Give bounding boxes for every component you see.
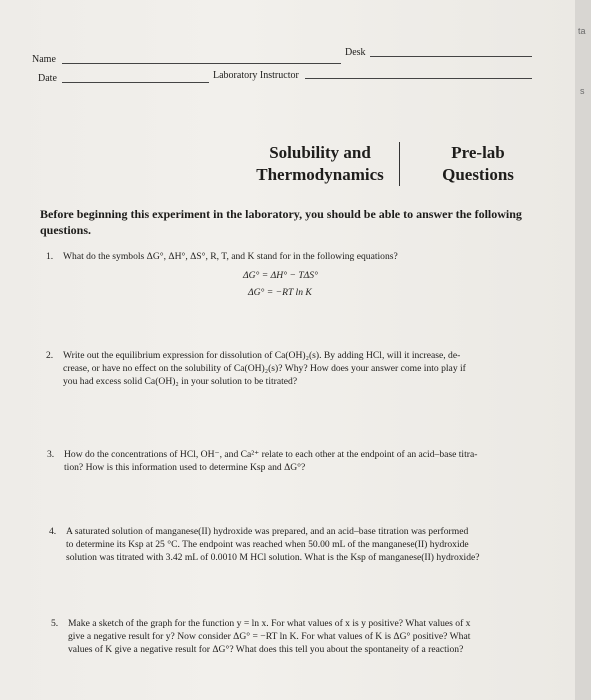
question-5 <box>51 617 558 656</box>
name-label: Name <box>32 54 56 65</box>
question-number: 3. <box>47 449 55 460</box>
section-title <box>420 142 536 186</box>
name-line <box>62 63 341 64</box>
title-line-1: Solubility and <box>269 143 371 162</box>
instructor-label: Laboratory Instructor <box>213 70 299 81</box>
equation-gibbs: ΔG° = ΔH° − TΔS° <box>243 270 318 281</box>
question-line: Make a sketch of the graph for the function y = ln x. For what values of x is y positive? What values of x <box>68 618 471 629</box>
question-line: How do the concentrations of HCl, OH⁻, and Ca²⁺ relate to each other at the endpoint of an acid–base titra- <box>64 449 478 460</box>
title-line-2: Thermodynamics <box>256 165 384 184</box>
section-title-line-1: Pre-lab <box>451 143 505 162</box>
desk-line <box>370 56 532 57</box>
adjacent-page-edge <box>575 0 591 700</box>
intro-text: Before beginning this experiment in the laboratory, you should be able to answer the following questions. <box>40 207 522 237</box>
section-title-line-2: Questions <box>442 165 514 184</box>
question-line: you had excess solid Ca(OH)₂ in your solution to be titrated? <box>63 376 298 387</box>
question-number: 2. <box>46 350 54 361</box>
desk-label: Desk <box>345 47 366 58</box>
question-line: values of K give a negative result for ΔG°? What does this tell you about the spontaneity of a reaction? <box>68 644 464 655</box>
experiment-title <box>242 142 398 186</box>
date-line <box>62 82 209 83</box>
edge-text-top: ta <box>578 26 586 36</box>
question-text: What do the symbols ΔG°, ΔH°, ΔS°, R, T, and K stand for in the following equations? <box>63 251 398 262</box>
equation-equilibrium: ΔG° = −RT ln K <box>248 287 312 298</box>
question-line: solution was titrated with 3.42 mL of 0.0010 M HCl solution. What is the Ksp of manganese(II) hydroxide? <box>66 552 480 563</box>
question-line: A saturated solution of manganese(II) hydroxide was prepared, and an acid–base titration was performed <box>66 526 469 537</box>
question-3 <box>47 448 554 474</box>
question-number: 4. <box>49 526 57 537</box>
question-line: Write out the equilibrium expression for dissolution of Ca(OH)₂(s). By adding HCl, will it increase, de- <box>63 350 461 361</box>
question-line: to determine its Ksp at 25 °C. The endpoint was reached when 50.00 mL of the manganese(II) hydroxide <box>66 539 469 550</box>
question-4 <box>49 525 556 564</box>
question-line: crease, or have no effect on the solubility of Ca(OH)₂(s)? Why? How does your answer come into play if <box>63 363 466 374</box>
question-1 <box>46 250 543 263</box>
title-divider <box>399 142 400 186</box>
instructor-line <box>305 78 532 79</box>
date-label: Date <box>38 73 57 84</box>
question-line: tion? How is this information used to determine Ksp and ΔG°? <box>64 462 306 473</box>
question-line: give a negative result for y? Now consider ΔG° = −RT ln K. For what values of K is ΔG° positive? What <box>68 631 471 642</box>
question-number: 1. <box>46 251 54 262</box>
question-2 <box>46 349 553 388</box>
edge-text-mid: s <box>580 86 585 96</box>
question-number: 5. <box>51 618 59 629</box>
